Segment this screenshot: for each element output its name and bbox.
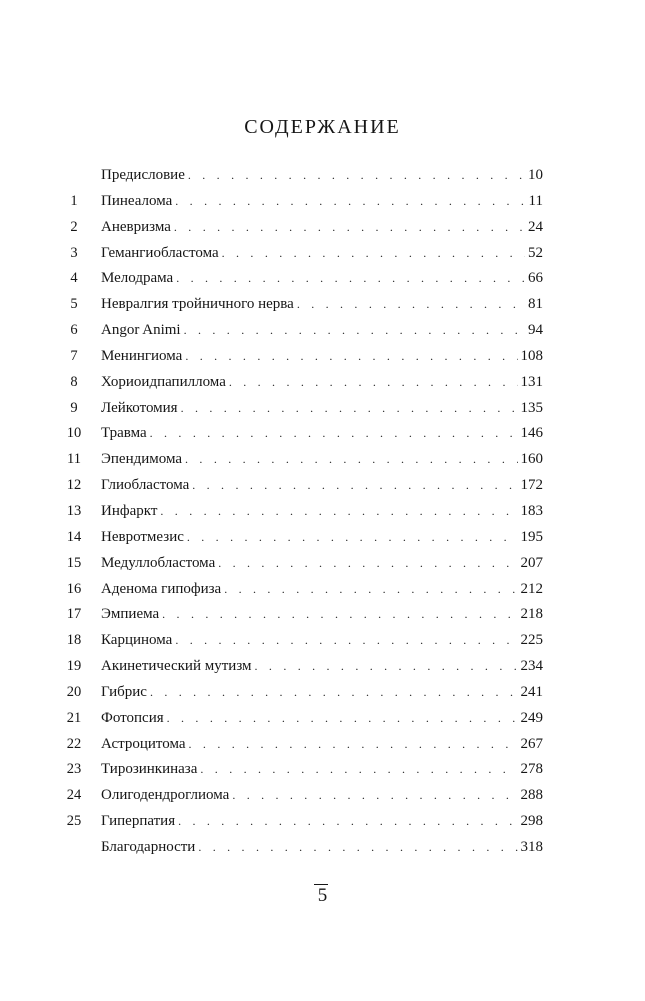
chapter-title: Астроцитома xyxy=(101,735,186,752)
chapter-number: 13 xyxy=(66,502,82,519)
toc-entry xyxy=(0,446,645,472)
chapter-number: 11 xyxy=(67,451,81,468)
toc-entry xyxy=(0,420,645,446)
chapter-page-number: 318 xyxy=(520,838,543,855)
chapter-page-number: 234 xyxy=(520,658,543,675)
chapter-title: Тирозинкиназа xyxy=(101,761,198,778)
chapter-number: 20 xyxy=(66,683,82,700)
chapter-title: Аневризма xyxy=(101,218,171,235)
dot-leader xyxy=(185,448,517,470)
toc-entry xyxy=(0,395,645,421)
toc-line xyxy=(101,371,543,393)
chapter-page-number: 172 xyxy=(520,477,543,494)
toc-line xyxy=(101,733,543,755)
toc-line xyxy=(101,242,543,264)
dot-leader xyxy=(181,397,518,419)
dot-leader xyxy=(188,164,525,186)
toc-entry xyxy=(0,705,645,731)
toc-line xyxy=(101,293,543,315)
toc-line xyxy=(101,397,543,419)
chapter-page-number: 195 xyxy=(520,528,543,545)
dot-leader xyxy=(229,371,518,393)
toc-entry xyxy=(0,731,645,757)
toc-line xyxy=(101,216,543,238)
toc-line xyxy=(101,629,543,651)
chapter-page-number: 218 xyxy=(520,606,543,623)
dot-leader xyxy=(189,733,518,755)
chapter-title: Травма xyxy=(101,425,147,442)
chapter-number: 21 xyxy=(66,709,82,726)
toc-line xyxy=(101,578,543,600)
chapter-page-number: 207 xyxy=(520,554,543,571)
chapter-number: 18 xyxy=(66,632,82,649)
toc-line xyxy=(101,474,543,496)
chapter-number: 17 xyxy=(66,606,82,623)
chapter-page-number: 11 xyxy=(528,192,543,209)
toc-line xyxy=(101,319,543,341)
chapter-number: 6 xyxy=(70,322,78,339)
dot-leader xyxy=(167,707,518,729)
chapter-title: Angor Animi xyxy=(101,322,181,339)
chapter-number: 12 xyxy=(66,477,82,494)
page-title: СОДЕРЖАНИЕ xyxy=(244,116,401,138)
dot-leader xyxy=(232,784,517,806)
chapter-number: 1 xyxy=(70,192,78,209)
chapter-title: Лейкотомия xyxy=(101,399,178,416)
chapter-title: Инфаркт xyxy=(101,502,158,519)
chapter-title: Карцинома xyxy=(101,632,173,649)
toc-entry xyxy=(0,808,645,834)
chapter-title: Гибрис xyxy=(101,683,147,700)
chapter-title: Хориоидпапиллома xyxy=(101,373,226,390)
toc-entry xyxy=(0,162,645,188)
chapter-page-number: 249 xyxy=(520,709,543,726)
chapter-number: 10 xyxy=(66,425,82,442)
chapter-title: Олигодендроглиома xyxy=(101,787,230,804)
chapter-title: Эпендимома xyxy=(101,451,183,468)
dot-leader xyxy=(198,836,517,858)
chapter-page-number: 94 xyxy=(528,322,543,339)
dot-leader xyxy=(218,552,517,574)
chapter-number: 3 xyxy=(70,244,78,261)
chapter-title: Невротмезис xyxy=(101,528,184,545)
chapter-title: Менингиома xyxy=(101,347,183,364)
toc-entry xyxy=(0,782,645,808)
toc-line xyxy=(101,655,543,677)
chapter-title: Гемангиобластома xyxy=(101,244,219,261)
dot-leader xyxy=(175,190,525,212)
chapter-number: 14 xyxy=(66,528,82,545)
chapter-title: Глиобластома xyxy=(101,477,190,494)
chapter-title: Гиперпатия xyxy=(101,813,176,830)
chapter-page-number: 298 xyxy=(520,813,543,830)
toc-line xyxy=(101,810,543,832)
chapter-page-number: 24 xyxy=(528,218,543,235)
toc-line xyxy=(101,422,543,444)
toc-line xyxy=(101,345,543,367)
toc-line xyxy=(101,526,543,548)
chapter-page-number: 108 xyxy=(520,347,543,364)
chapter-number: 5 xyxy=(70,296,78,313)
toc-line xyxy=(101,448,543,470)
chapter-page-number: 225 xyxy=(520,632,543,649)
chapter-title: Невралгия тройничного нерва xyxy=(101,296,294,313)
chapter-number: 23 xyxy=(66,761,82,778)
toc-line xyxy=(101,267,543,289)
chapter-page-number: 10 xyxy=(528,167,543,183)
chapter-number: 22 xyxy=(66,735,82,752)
toc-entry xyxy=(0,756,645,782)
chapter-number: 8 xyxy=(70,373,78,390)
toc-line xyxy=(101,500,543,522)
dot-leader xyxy=(255,655,518,677)
chapter-title: Благодарности xyxy=(101,838,196,855)
toc-line xyxy=(101,603,543,625)
toc-entry xyxy=(0,550,645,576)
chapter-title: Пинеалома xyxy=(101,192,173,209)
chapter-number: 9 xyxy=(70,399,78,416)
dot-leader xyxy=(224,578,517,600)
toc-entry xyxy=(0,653,645,679)
chapter-number: 15 xyxy=(66,554,82,571)
toc-line xyxy=(101,164,543,186)
chapter-title: Предисловие xyxy=(101,167,185,183)
chapter-page-number: 278 xyxy=(520,761,543,778)
toc-entry xyxy=(0,627,645,653)
table-of-contents xyxy=(0,162,645,860)
toc-entry xyxy=(0,524,645,550)
chapter-page-number: 160 xyxy=(520,451,543,468)
dot-leader xyxy=(174,216,525,238)
toc-entry xyxy=(0,601,645,627)
dot-leader xyxy=(178,810,517,832)
toc-entry xyxy=(0,576,645,602)
toc-line xyxy=(101,836,543,858)
toc-line xyxy=(101,758,543,780)
toc-entry xyxy=(0,679,645,705)
dot-leader xyxy=(175,629,517,651)
dot-leader xyxy=(184,319,525,341)
chapter-title: Аденома гипофиза xyxy=(101,580,222,597)
dot-leader xyxy=(150,422,518,444)
chapter-page-number: 81 xyxy=(528,296,543,313)
toc-entry xyxy=(0,498,645,524)
toc-entry xyxy=(0,369,645,395)
chapter-number: 7 xyxy=(70,347,78,364)
chapter-number: 2 xyxy=(70,218,78,235)
dot-leader xyxy=(162,603,517,625)
page-number: 5 xyxy=(317,885,328,906)
toc-line xyxy=(101,190,543,212)
dot-leader xyxy=(187,526,518,548)
toc-entry xyxy=(0,291,645,317)
toc-entry xyxy=(0,343,645,369)
chapter-title: Фотопсия xyxy=(101,709,164,726)
chapter-page-number: 146 xyxy=(520,425,543,442)
dot-leader xyxy=(222,242,525,264)
toc-entry xyxy=(0,265,645,291)
toc-line xyxy=(101,707,543,729)
dot-leader xyxy=(297,293,525,315)
chapter-number: 4 xyxy=(70,270,78,287)
chapter-page-number: 241 xyxy=(520,683,543,700)
toc-entry xyxy=(0,214,645,240)
chapter-title: Мелодрама xyxy=(101,270,174,287)
chapter-page-number: 212 xyxy=(520,580,543,597)
toc-entry xyxy=(0,240,645,266)
toc-entry xyxy=(0,834,645,860)
chapter-page-number: 52 xyxy=(528,244,543,261)
chapter-number: 19 xyxy=(66,658,82,675)
toc-line xyxy=(101,784,543,806)
dot-leader xyxy=(150,681,518,703)
toc-entry xyxy=(0,188,645,214)
toc-line xyxy=(101,681,543,703)
dot-leader xyxy=(200,758,517,780)
chapter-title: Эмпиема xyxy=(101,606,160,623)
dot-leader xyxy=(185,345,517,367)
chapter-page-number: 66 xyxy=(528,270,543,287)
chapter-page-number: 135 xyxy=(520,399,543,416)
chapter-title: Акинетический мутизм xyxy=(101,658,252,675)
dot-leader xyxy=(192,474,517,496)
chapter-page-number: 131 xyxy=(520,373,543,390)
chapter-title: Медуллобластома xyxy=(101,554,216,571)
chapter-number: 25 xyxy=(66,813,82,830)
dot-leader xyxy=(160,500,517,522)
toc-entry xyxy=(0,317,645,343)
toc-entry xyxy=(0,472,645,498)
toc-line xyxy=(101,552,543,574)
chapter-number: 16 xyxy=(66,580,82,597)
chapter-page-number: 267 xyxy=(520,735,543,752)
dot-leader xyxy=(176,267,525,289)
chapter-page-number: 183 xyxy=(520,502,543,519)
chapter-number: 24 xyxy=(66,787,82,804)
chapter-page-number: 288 xyxy=(520,787,543,804)
